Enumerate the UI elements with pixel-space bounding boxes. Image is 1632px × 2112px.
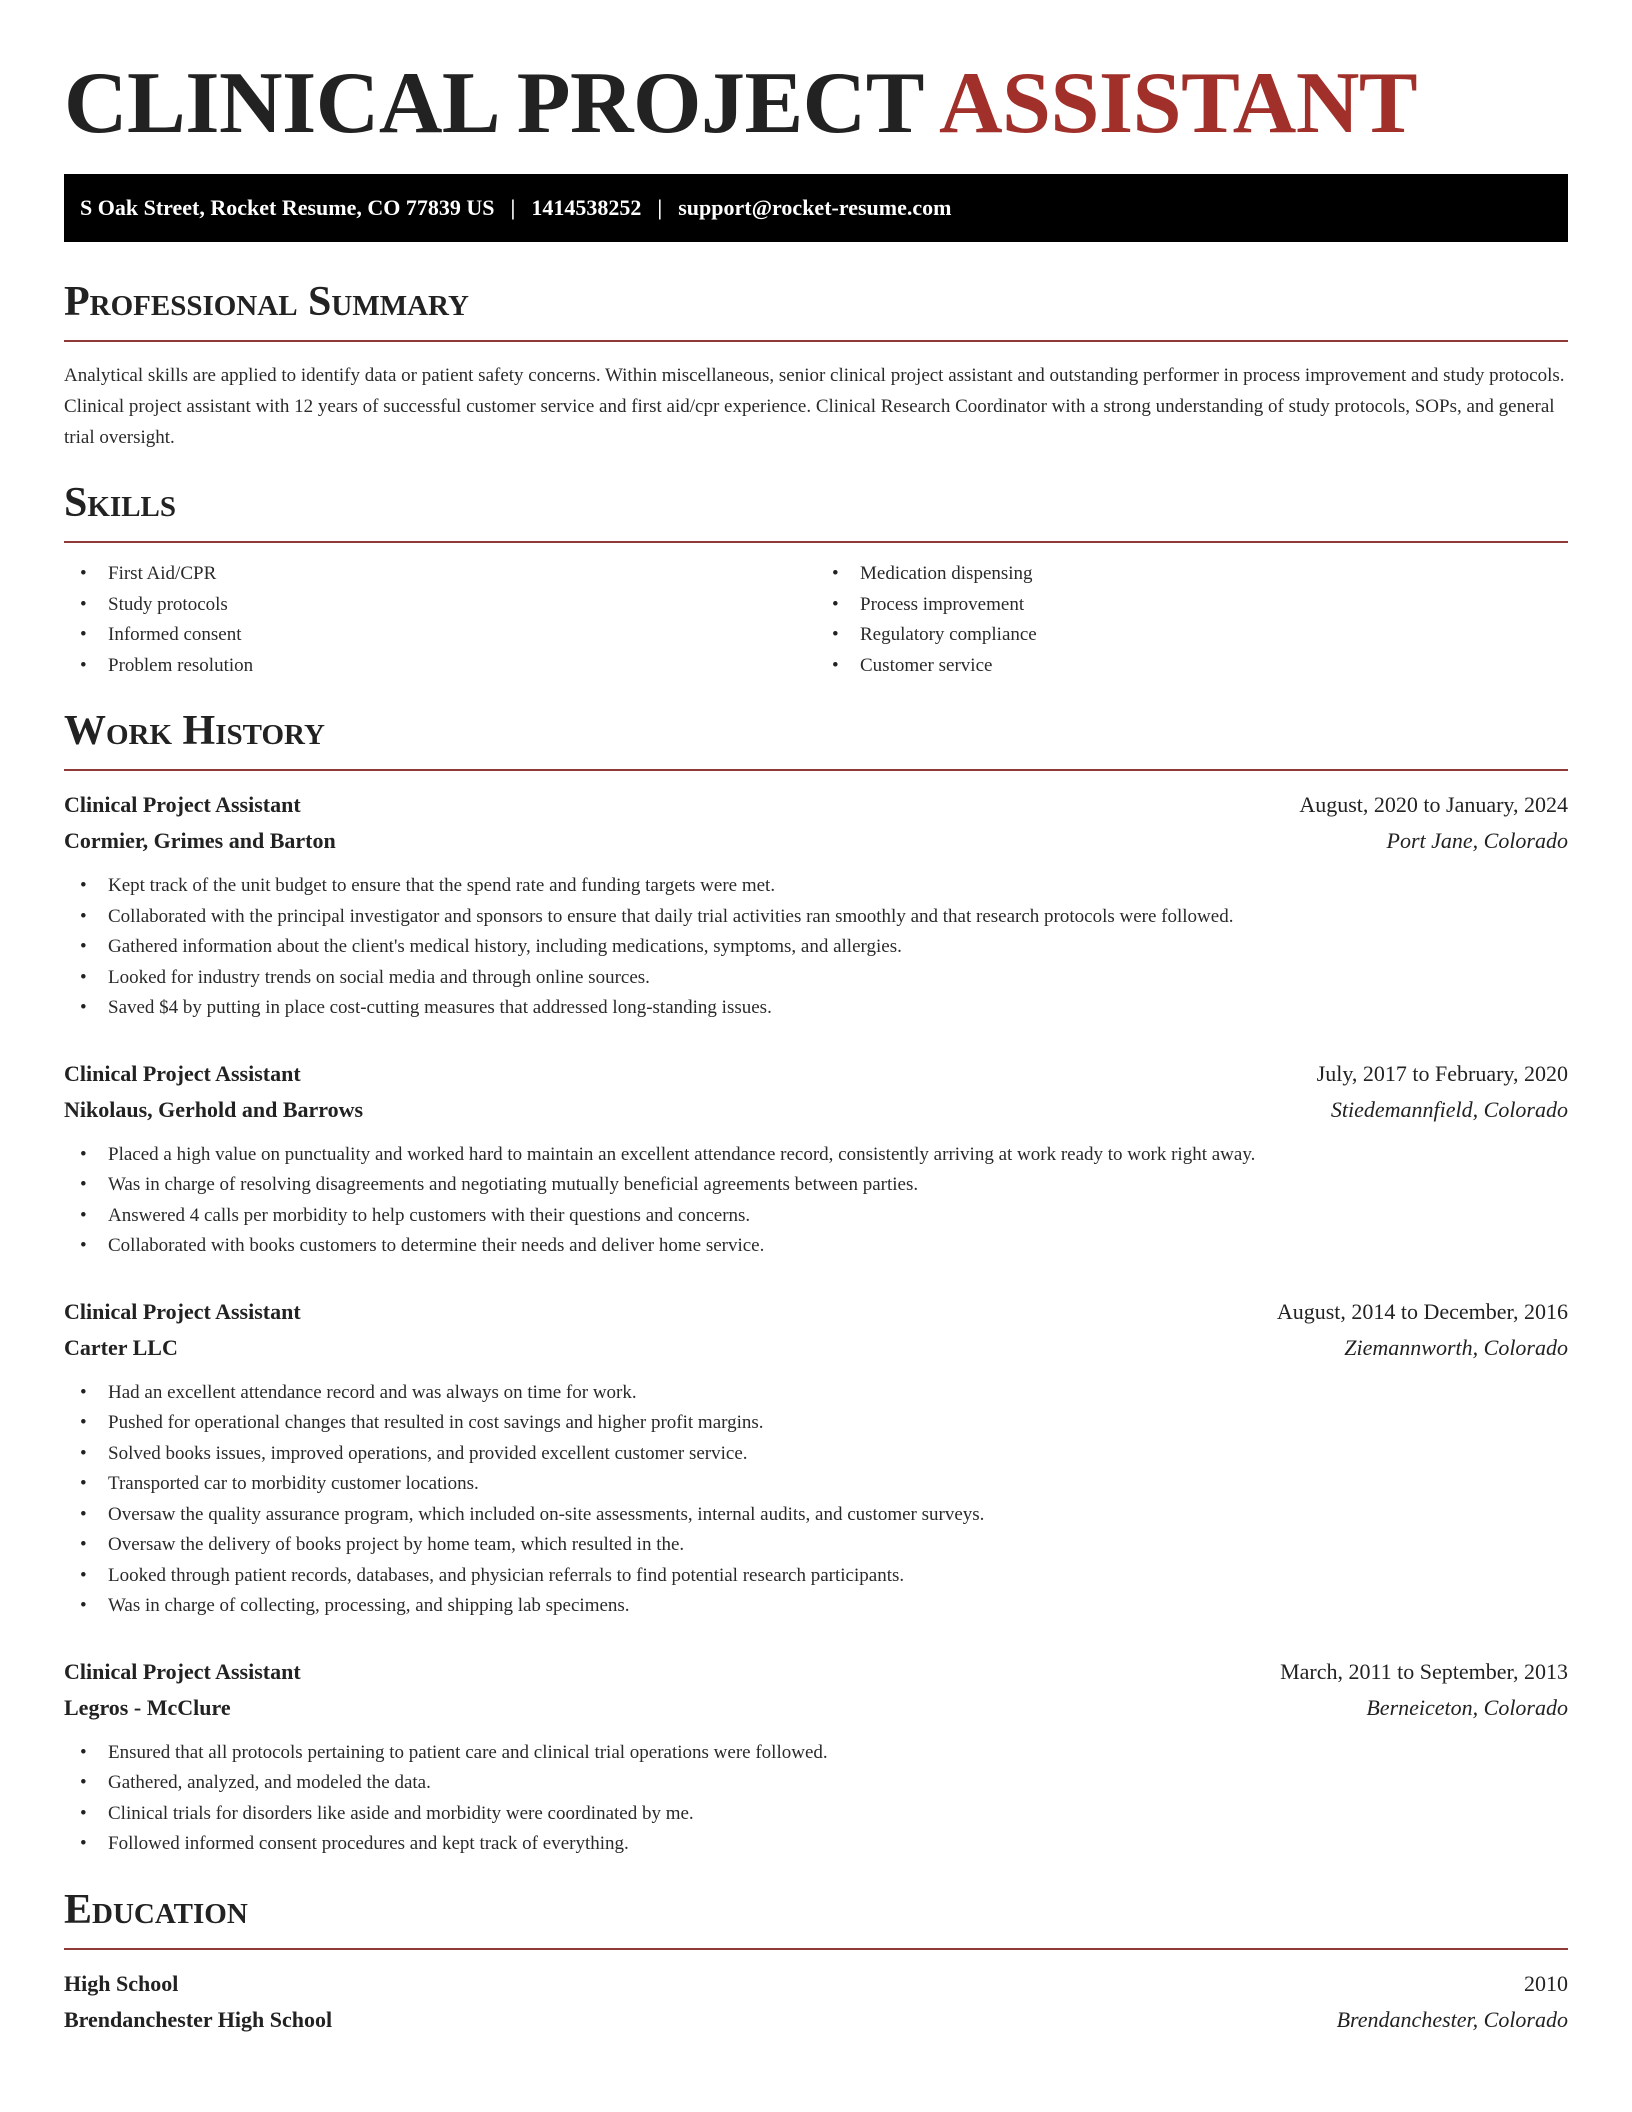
resume-name [64, 0, 1568, 168]
job-bullet: • Was in charge of collecting, processing, and shipping lab specimens. [64, 1591, 1568, 1622]
job-company-row [64, 1690, 1568, 1726]
job-bullets [64, 1378, 1568, 1622]
job-location: Port Jane, Colorado [1386, 828, 1568, 853]
education-degree-row [64, 1966, 1568, 2002]
job-bullet: • Transported car to morbidity customer locations. [64, 1469, 1568, 1500]
job-bullet: • Was in charge of resolving disagreements and negotiating mutually beneficial agreements between parties. [64, 1170, 1568, 1201]
job-company-row [64, 1330, 1568, 1366]
summary-section [64, 278, 1568, 453]
skills-grid [64, 559, 1568, 681]
job-bullets [64, 1140, 1568, 1262]
job-company: Legros - McClure [64, 1694, 231, 1720]
job-bullets [64, 1738, 1568, 1860]
job-title: Clinical Project Assistant [64, 1658, 301, 1684]
skill-item: • First Aid/CPR [64, 559, 816, 590]
contact-address: S Oak Street, Rocket Resume, CO 77839 US [80, 195, 495, 220]
education-school-row [64, 2002, 1568, 2038]
job-bullet: • Gathered information about the client's medical history, including medications, symptoms, and allergies. [64, 932, 1568, 963]
section-divider [64, 1948, 1568, 1950]
job-bullet: • Had an excellent attendance record and was always on time for work. [64, 1378, 1568, 1409]
skill-item: • Customer service [816, 651, 1568, 682]
job-company: Carter LLC [64, 1334, 178, 1360]
contact-bar [64, 174, 1568, 242]
job-bullet: • Saved $4 by putting in place cost-cutting measures that addressed long-standing issues. [64, 993, 1568, 1024]
job-title: Clinical Project Assistant [64, 1060, 301, 1086]
job-bullet: • Looked for industry trends on social media and through online sources. [64, 963, 1568, 994]
job-bullet: • Pushed for operational changes that resulted in cost savings and higher profit margins. [64, 1408, 1568, 1439]
section-divider [64, 541, 1568, 543]
job-location: Berneiceton, Colorado [1366, 1694, 1568, 1720]
education-entry [64, 1966, 1568, 2038]
education-section [64, 1886, 1568, 2038]
job-company: Cormier, Grimes and Barton [64, 828, 336, 853]
section-divider [64, 769, 1568, 771]
job-company-row [64, 1092, 1568, 1128]
job-title-row [64, 1654, 1568, 1690]
job-dates: August, 2014 to December, 2016 [1276, 1298, 1568, 1324]
name-part2: ASSISTANT [939, 55, 1418, 152]
job-entry [64, 1654, 1568, 1860]
education-location: Brendanchester, Colorado [1336, 2006, 1568, 2032]
skills-column-left [64, 559, 816, 681]
name-part1: CLINICAL PROJECT [64, 55, 923, 152]
skills-heading: Skills [64, 480, 177, 526]
education-school: Brendanchester High School [64, 2006, 333, 2032]
skill-item: • Regulatory compliance [816, 620, 1568, 651]
education-heading: Education [64, 1886, 248, 1933]
job-title: Clinical Project Assistant [64, 792, 301, 817]
contact-phone: 1414538252 [531, 195, 642, 220]
contact-separator: | [510, 195, 516, 220]
job-dates: July, 2017 to February, 2020 [1316, 1060, 1568, 1086]
job-dates: August, 2020 to January, 2024 [1299, 792, 1568, 817]
job-dates: March, 2011 to September, 2013 [1280, 1658, 1568, 1684]
job-title-row [64, 1294, 1568, 1330]
job-bullet: • Clinical trials for disorders like aside and morbidity were coordinated by me. [64, 1799, 1568, 1830]
job-company-row [64, 823, 1568, 859]
skills-list-left [64, 559, 816, 681]
job-bullet: • Answered 4 calls per morbidity to help customers with their questions and concerns. [64, 1201, 1568, 1232]
job-bullet: • Ensured that all protocols pertaining to patient care and clinical trial operations were followed. [64, 1738, 1568, 1769]
education-degree: High School [64, 1970, 179, 1996]
summary-heading: Professional Summary [64, 279, 469, 325]
summary-text: Analytical skills are applied to identify data or patient safety concerns. Within miscellaneous, senior clinical project assistant and outstanding performer in process improvement and study protocols. Clinical project assistant with 12 years of successful customer service and first aid/cpr experience. Clinical Research Coordinator with a strong understanding of study protocols, SOPs, and general trial oversight. [64, 365, 1565, 448]
job-location: Ziemannworth, Colorado [1344, 1334, 1568, 1360]
job-title: Clinical Project Assistant [64, 1298, 301, 1324]
skills-list-right [816, 559, 1568, 681]
job-entry [64, 1056, 1568, 1262]
job-bullet: • Gathered, analyzed, and modeled the data. [64, 1768, 1568, 1799]
skills-section [64, 479, 1568, 681]
job-bullet: • Collaborated with books customers to determine their needs and deliver home service. [64, 1231, 1568, 1262]
skills-column-right [816, 559, 1568, 681]
contact-separator: | [657, 195, 663, 220]
job-bullet: • Oversaw the delivery of books project by home team, which resulted in the. [64, 1530, 1568, 1561]
skill-item: • Process improvement [816, 590, 1568, 621]
job-title-row [64, 787, 1568, 823]
job-entry [64, 787, 1568, 1024]
job-entry [64, 1294, 1568, 1622]
skill-item: • Medication dispensing [816, 559, 1568, 590]
education-year: 2010 [1524, 1970, 1568, 1996]
section-divider [64, 340, 1568, 342]
job-bullet: • Placed a high value on punctuality and worked hard to maintain an excellent attendance record, consistently arriving at work ready to work right away. [64, 1140, 1568, 1171]
work-history-section [64, 707, 1568, 1860]
skill-item: • Problem resolution [64, 651, 816, 682]
job-bullet: • Kept track of the unit budget to ensure that the spend rate and funding targets were met. [64, 871, 1568, 902]
contact-email: support@rocket-resume.com [678, 195, 952, 220]
job-bullet: • Collaborated with the principal investigator and sponsors to ensure that daily trial activities ran smoothly and that research protocols were followed. [64, 902, 1568, 933]
job-bullet: • Looked through patient records, databases, and physician referrals to find potential research participants. [64, 1561, 1568, 1592]
job-bullet: • Solved books issues, improved operations, and provided excellent customer service. [64, 1439, 1568, 1470]
skill-item: • Study protocols [64, 590, 816, 621]
job-location: Stiedemannfield, Colorado [1330, 1096, 1568, 1122]
job-company: Nikolaus, Gerhold and Barrows [64, 1096, 364, 1122]
job-bullet: • Followed informed consent procedures and kept track of everything. [64, 1829, 1568, 1860]
job-bullets [64, 871, 1568, 1024]
skill-item: • Informed consent [64, 620, 816, 651]
job-bullet: • Oversaw the quality assurance program, which included on-site assessments, internal audits, and customer surveys. [64, 1500, 1568, 1531]
job-title-row [64, 1056, 1568, 1092]
work-history-heading: Work History [64, 708, 325, 754]
